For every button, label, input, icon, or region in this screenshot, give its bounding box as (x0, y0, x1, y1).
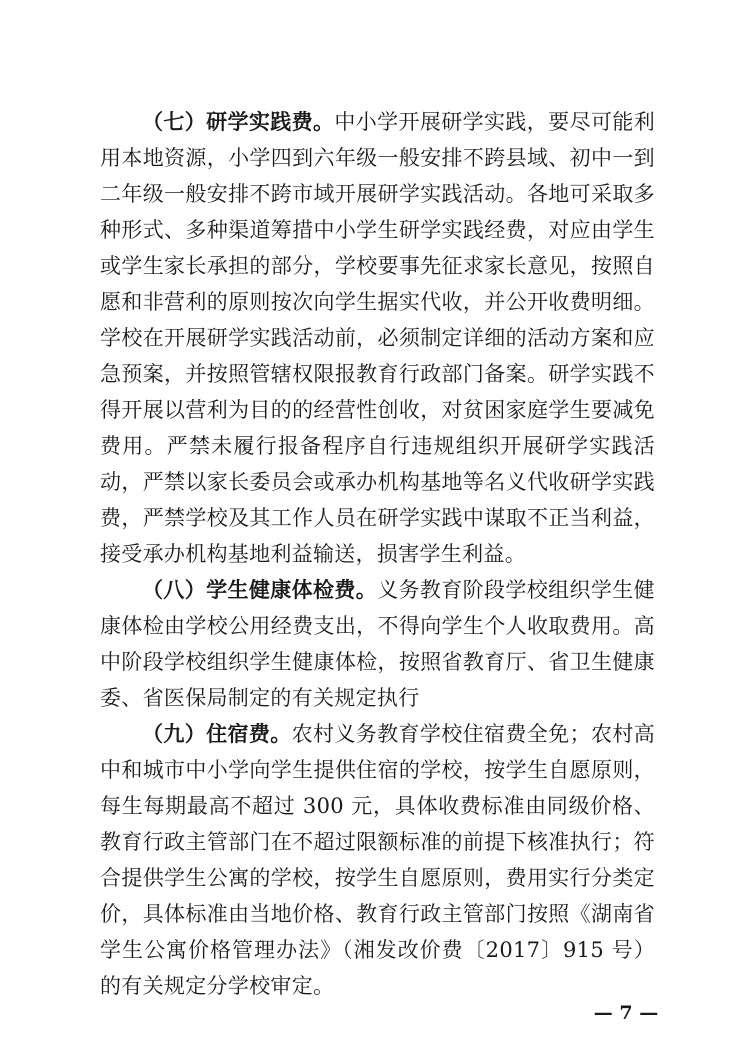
section-health-checkup-fee (100, 572, 655, 716)
section-heading: （七）研学实践费。 (142, 109, 335, 134)
section-text: 义务教育阶段学校组织学生健康体检由学校公用经费支出，不得向学生个人收取费用。高中阶段学校组织学生健康体检，按照省教育厅、省卫生健康委、省医保局制定的有关规定执行 (100, 578, 655, 710)
section-heading: （九）住宿费。 (142, 721, 292, 746)
section-text: 中小学开展研学实践，要尽可能利用本地资源，小学四到六年级一般安排不跨县域、初中一到二年级一般安排不跨市域开展研学实践活动。各地可采取多种形式、多种渠道筹措中小学生研学实践经费，对应由学生或学生家长承担的部分，学校要事先征求家长意见，按照自愿和非营利的原则按次向学生据实代收，并公开收费明细。学校在开展研学实践活动前，必须制定详细的活动方案和应急预案，并按照管辖权限报教育行政部门备案。研学实践不得开展以营利为目的的经营性创收，对贫困家庭学生要减免费用。严禁未履行报备程序自行违规组织开展研学实践活动，严禁以家长委员会或承办机构基地等名义代收研学实践费，严禁学校及其工作人员在研学实践中谋取不正当利益，接受承办机构基地利益输送，损害学生利益。 (100, 110, 655, 566)
section-accommodation-fee (100, 716, 655, 1004)
section-research-practice-fee (100, 104, 655, 572)
section-text: 农村义务教育学校住宿费全免；农村高中和城市中小学向学生提供住宿的学校，按学生自愿原则，每生每期最高不超过 300 元，具体收费标准由同级价格、教育行政主管部门在不超过限额标准的前提下核准执行；符合提供学生公寓的学校，按学生自愿原则，费用实行分类定价，具体标准由当地价格、教育行政主管部门按照《湖南省学生公寓价格管理办法》（湘发改价费〔2017〕915 号）的有关规定分学校审定。 (100, 722, 655, 998)
page-number: — 7 — (593, 1002, 659, 1024)
section-heading: （八）学生健康体检费。 (142, 577, 378, 602)
document-body (100, 104, 655, 1004)
